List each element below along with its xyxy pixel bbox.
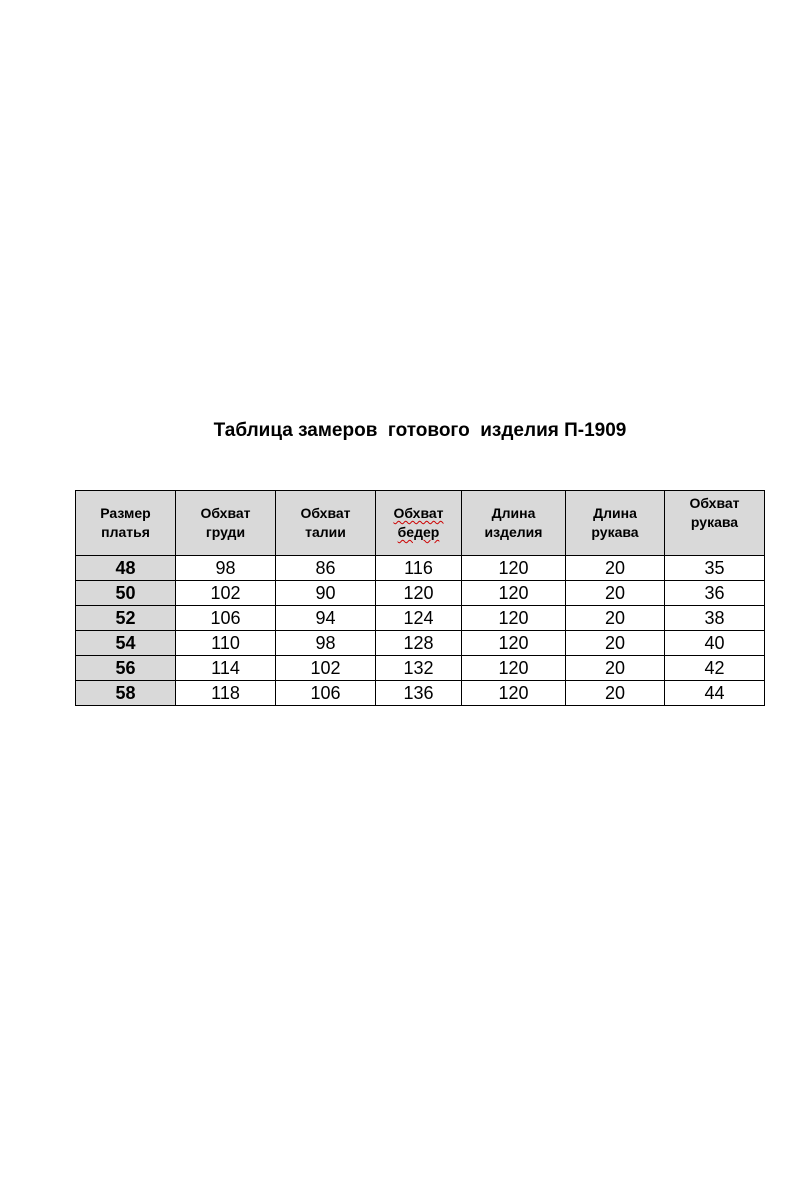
header-dress-size-line2: платья <box>101 524 150 540</box>
size-cell: 48 <box>76 556 176 581</box>
header-dress-size-line1: Размер <box>100 505 151 521</box>
size-cell: 52 <box>76 606 176 631</box>
header-chest-girth <box>176 491 276 556</box>
header-garment-length-line2: изделия <box>484 524 543 540</box>
table-row <box>76 631 765 656</box>
header-sleeve-girth <box>665 491 765 556</box>
chest-cell: 110 <box>176 631 276 656</box>
header-garment-length <box>462 491 566 556</box>
sleeve-length-cell: 20 <box>566 681 665 706</box>
size-cell: 56 <box>76 656 176 681</box>
table-row <box>76 606 765 631</box>
hip-cell: 120 <box>376 581 462 606</box>
sleeve-girth-cell: 35 <box>665 556 765 581</box>
hip-cell: 128 <box>376 631 462 656</box>
size-measurements-table <box>75 490 765 706</box>
header-garment-length-line1: Длина <box>491 505 536 521</box>
waist-cell: 98 <box>276 631 376 656</box>
table-row <box>76 656 765 681</box>
sleeve-girth-cell: 38 <box>665 606 765 631</box>
chest-cell: 118 <box>176 681 276 706</box>
length-cell: 120 <box>462 606 566 631</box>
table-row <box>76 681 765 706</box>
header-sleeve-girth-line1: Обхват <box>689 495 740 511</box>
length-cell: 120 <box>462 631 566 656</box>
header-sleeve-length-line2: рукава <box>591 524 639 540</box>
table-header-row <box>76 491 765 556</box>
waist-cell: 102 <box>276 656 376 681</box>
page-title: Таблица замеров готового изделия П-1909 <box>213 420 627 441</box>
size-cell: 54 <box>76 631 176 656</box>
table-row <box>76 581 765 606</box>
chest-cell: 102 <box>176 581 276 606</box>
waist-cell: 106 <box>276 681 376 706</box>
sleeve-length-cell: 20 <box>566 656 665 681</box>
chest-cell: 114 <box>176 656 276 681</box>
header-hip-girth <box>376 491 462 556</box>
header-dress-size <box>76 491 176 556</box>
header-hip-girth-line1: Обхват <box>393 505 444 521</box>
sleeve-girth-cell: 36 <box>665 581 765 606</box>
header-waist-girth <box>276 491 376 556</box>
sleeve-girth-cell: 44 <box>665 681 765 706</box>
header-chest-girth-line2: груди <box>205 524 246 540</box>
sleeve-girth-cell: 42 <box>665 656 765 681</box>
length-cell: 120 <box>462 681 566 706</box>
header-sleeve-length-line1: Длина <box>593 505 637 521</box>
length-cell: 120 <box>462 581 566 606</box>
hip-cell: 124 <box>376 606 462 631</box>
header-sleeve-girth-line2: рукава <box>690 514 739 530</box>
header-waist-girth-line2: талии <box>305 524 346 540</box>
size-cell: 58 <box>76 681 176 706</box>
sleeve-length-cell: 20 <box>566 631 665 656</box>
header-sleeve-length <box>566 491 665 556</box>
sleeve-length-cell: 20 <box>566 556 665 581</box>
hip-cell: 136 <box>376 681 462 706</box>
sleeve-length-cell: 20 <box>566 606 665 631</box>
sleeve-girth-cell: 40 <box>665 631 765 656</box>
header-chest-girth-line1: Обхват <box>200 505 251 521</box>
header-waist-girth-line1: Обхват <box>300 505 351 521</box>
chest-cell: 106 <box>176 606 276 631</box>
header-hip-girth-line2: бедер <box>397 524 440 540</box>
size-cell: 50 <box>76 581 176 606</box>
hip-cell: 132 <box>376 656 462 681</box>
waist-cell: 90 <box>276 581 376 606</box>
length-cell: 120 <box>462 656 566 681</box>
waist-cell: 94 <box>276 606 376 631</box>
length-cell: 120 <box>462 556 566 581</box>
table-row <box>76 556 765 581</box>
sleeve-length-cell: 20 <box>566 581 665 606</box>
waist-cell: 86 <box>276 556 376 581</box>
chest-cell: 98 <box>176 556 276 581</box>
hip-cell: 116 <box>376 556 462 581</box>
